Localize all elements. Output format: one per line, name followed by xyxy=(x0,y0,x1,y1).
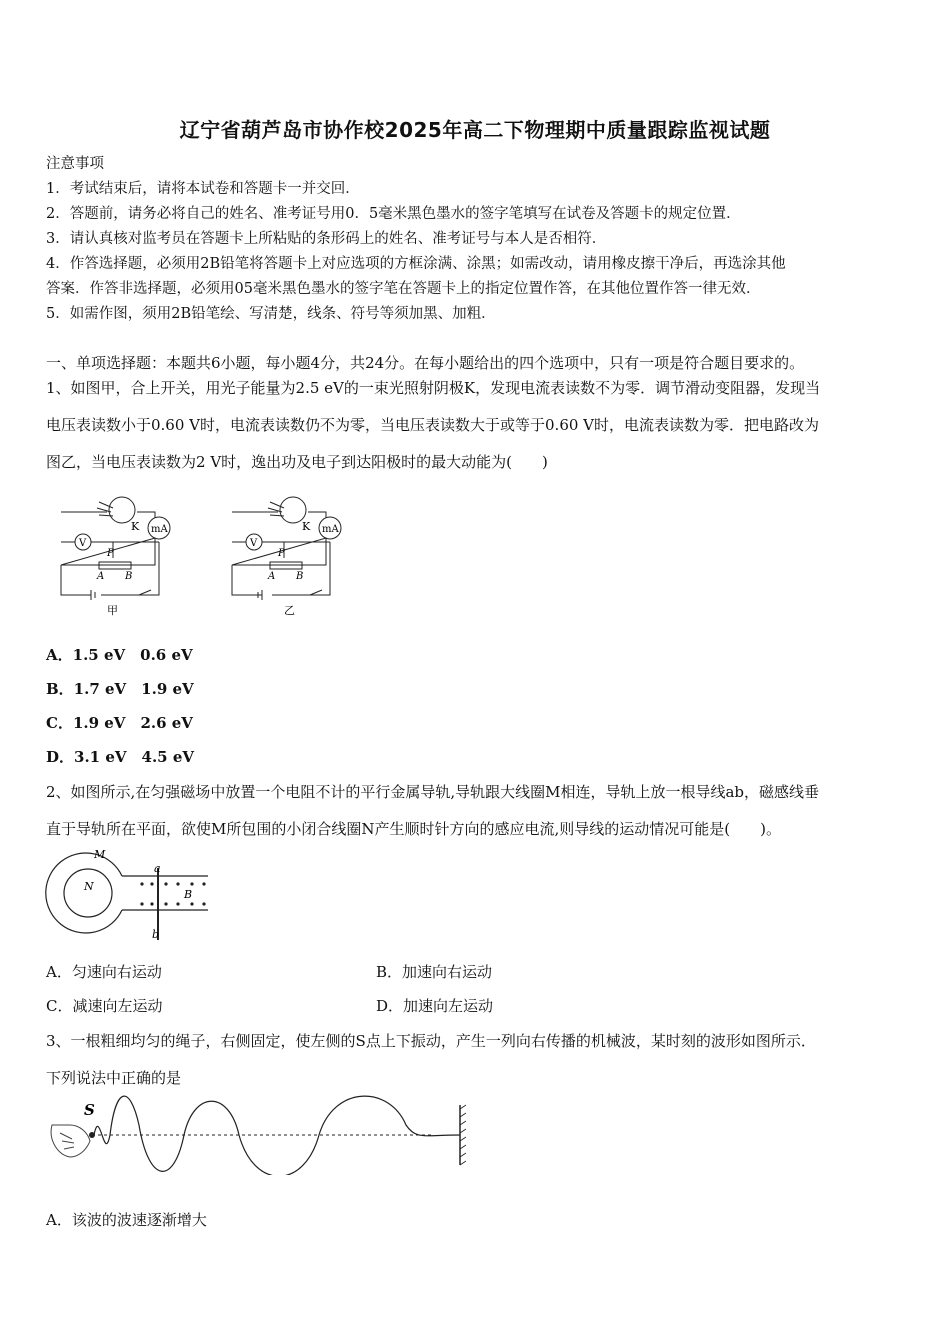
question-3-text: 下列说法中正确的是 xyxy=(46,1069,182,1087)
label-mA: mA xyxy=(322,524,339,535)
label-mA: mA xyxy=(151,524,168,535)
notice-item: 4．作答选择题，必须用2B铅笔将答题卡上对应选项的方框涂满、涂黑；如需改动，请用橡皮擦干净后，再选涂其他 xyxy=(46,256,786,272)
label-B: B xyxy=(296,571,304,582)
notice-heading: 注意事项 xyxy=(46,156,104,172)
label-A: A xyxy=(268,571,276,582)
label-V: V xyxy=(79,538,87,549)
circuit-diagram-yi xyxy=(226,490,356,620)
notice-item: 3．请认真核对监考员在答题卡上所粘贴的条形码上的姓名、准考证号与本人是否相符． xyxy=(46,231,607,247)
option-a: A．该波的波速逐渐增大 xyxy=(46,1211,207,1229)
notice-item: 答案．作答非选择题，必须用05毫米黑色墨水的签字笔在答题卡上的指定位置作答，在其他位置作答一律无效． xyxy=(46,281,761,297)
option-b: B．加速向右运动 xyxy=(376,963,493,981)
label-B: B xyxy=(184,888,193,901)
label-b: b xyxy=(152,928,160,941)
option-d: D．3.1 eV 4.5 eV xyxy=(46,748,195,766)
label-B: B xyxy=(125,571,133,582)
notice-item: 2．答题前，请务必将自己的姓名、准考证号用0．5毫米黑色墨水的签字笔填写在试卷及答题卡的规定位置． xyxy=(46,206,741,222)
question-1-text: 1、如图甲，合上开关，用光子能量为2.5 eV的一束光照射阴极K，发现电流表读数不为零．调节滑动变阻器，发现当 xyxy=(46,379,821,397)
label-jia: 甲 xyxy=(107,604,118,617)
question-2-text: 直于导轨所在平面，欲使M所包围的小闭合线圈N产生顺时针方向的感应电流,则导线的运动情况可能是( )。 xyxy=(46,820,781,838)
section-heading: 一、单项选择题：本题共6小题，每小题4分，共24分。在每小题给出的四个选项中，只有一项是符合题目要求的。 xyxy=(46,354,805,372)
option-d: D．加速向左运动 xyxy=(376,997,494,1015)
option-b: B．1.7 eV 1.9 eV xyxy=(46,680,194,698)
label-P: P xyxy=(107,548,114,559)
question-2-text: 2、如图所示,在匀强磁场中放置一个电阻不计的平行金属导轨,导轨跟大线圈M相连，导轨上放一根导线ab，磁感线垂 xyxy=(46,783,819,801)
label-A: A xyxy=(97,571,105,582)
option-a: A．1.5 eV 0.6 eV xyxy=(46,646,193,664)
rope-wave-diagram xyxy=(44,1095,474,1175)
label-N: N xyxy=(84,880,94,893)
label-M: M xyxy=(94,848,106,861)
label-yi: 乙 xyxy=(284,604,295,617)
option-c: C．减速向左运动 xyxy=(46,997,163,1015)
circuit-diagram-jia xyxy=(55,490,185,620)
label-S: S xyxy=(84,1101,95,1119)
notice-item: 5．如需作图，须用2B铅笔绘、写清楚，线条、符号等须加黑、加粗． xyxy=(46,306,496,322)
question-3-text: 3、一根粗细均匀的绳子，右侧固定，使左侧的S点上下振动，产生一列向右传播的机械波，某时刻的波形如图所示． xyxy=(46,1032,816,1050)
label-P: P xyxy=(278,548,285,559)
question-1-text: 电压表读数小于0.60 V时，电流表读数仍不为零，当电压表读数大于或等于0.60 V时，电流表读数为零．把电路改为 xyxy=(46,416,820,434)
label-V: V xyxy=(250,538,258,549)
option-a: A．匀速向右运动 xyxy=(46,963,162,981)
question-1-text: 图乙，当电压表读数为2 V时，逸出功及电子到达阳极时的最大动能为( ) xyxy=(46,453,548,471)
coil-rail-diagram xyxy=(44,846,214,946)
label-K: K xyxy=(131,520,140,533)
label-a: a xyxy=(154,862,161,875)
label-K: K xyxy=(302,520,311,533)
option-c: C．1.9 eV 2.6 eV xyxy=(46,714,193,732)
notice-item: 1．考试结束后，请将本试卷和答题卡一并交回． xyxy=(46,181,360,197)
page-title: 辽宁省葫芦岛市协作校2025年高二下物理期中质量跟踪监视试题 xyxy=(179,118,771,142)
